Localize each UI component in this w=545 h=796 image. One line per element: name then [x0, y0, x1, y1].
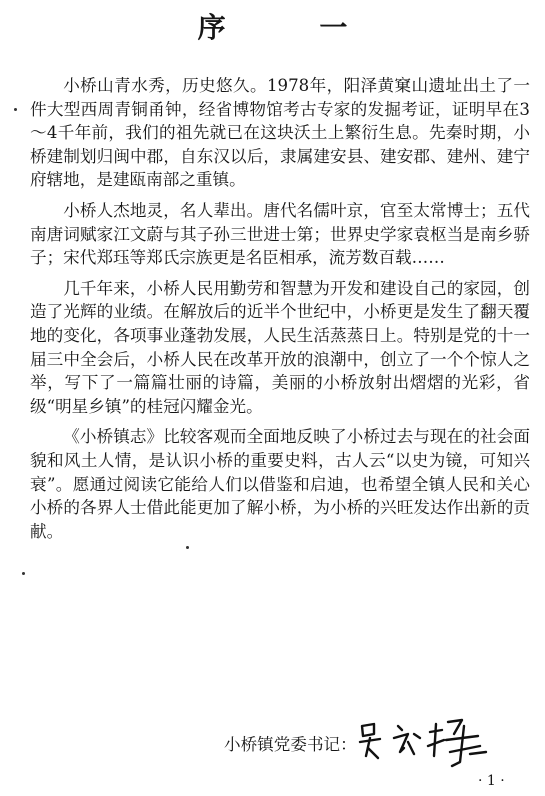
preface-body [30, 74, 530, 550]
scan-speck [186, 546, 189, 549]
paragraph-4: 《小桥镇志》比较客观而全面地反映了小桥过去与现在的社会面貌和风土人情，是认识小桥的重要史料，古人云“以史为镜，可知兴衰”。愿通过阅读它能给人们以借鉴和启迪，也希望全镇人民和关心小桥的各界人士借此能更加了解小桥，为小桥的兴旺发达作出新的贡献。 [30, 427, 530, 541]
scan-speck [22, 572, 25, 575]
paragraph-1: 小桥山青水秀，历史悠久。1978年，阳泽黄窠山遗址出土了一件大型西周青铜甬钟，经省博物馆考古专家的发掘考证，证明早在3～4千年前，我们的祖先就已在这块沃土上繁衍生息。先秦时期，小桥建制划归闽中郡，自东汉以后，隶属建安县、建安郡、建州、建宁府辖地，是建瓯南部之重镇。 [30, 76, 530, 190]
page-number: · 1 · [478, 773, 505, 789]
handwritten-signature [354, 712, 504, 770]
scan-speck [14, 108, 17, 111]
page-title: 序 一 [197, 11, 390, 44]
paragraph-2: 小桥人杰地灵，名人辈出。唐代名儒叶京，官至太常博士；五代南唐词赋家江文蔚与其子孙三世进士第；世界史学家袁枢当是南乡骄子；宋代郑珏等郑氏宗族更是名臣相承，流芳数百载…… [30, 200, 530, 268]
signature-block [224, 712, 524, 772]
paragraph-3: 几千年来，小桥人民用勤劳和智慧为开发和建设自己的家园，创造了光辉的业绩。在解放后的近半个世纪中，小桥更是发生了翻天覆地的变化，各项事业蓬勃发展，人民生活蒸蒸日上。特别是党的十一届三中全会后，小桥人民在改革开放的浪潮中，创立了一个个惊人之举，写下了一篇篇壮丽的诗篇，美丽的小桥放射出熠熠的光彩，省级“明星乡镇”的桂冠闪耀金光。 [30, 278, 530, 416]
signature-label: 小桥镇党委书记： [224, 735, 357, 754]
